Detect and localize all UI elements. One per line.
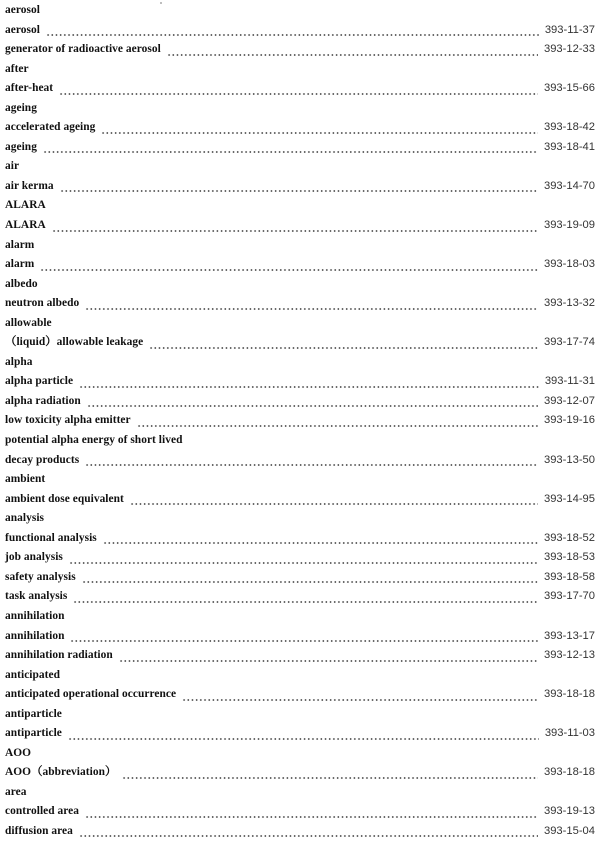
entry-reference: 393-18-41	[543, 140, 595, 153]
entry-term: alpha particle	[5, 375, 74, 388]
entry-term: controlled area	[5, 805, 80, 818]
index-entry	[5, 392, 595, 412]
index-entry	[5, 372, 595, 392]
dot-leader	[79, 372, 539, 392]
entry-reference: 393-14-70	[543, 179, 595, 192]
entry-reference: 393-18-18	[543, 766, 595, 779]
dot-leader	[69, 548, 538, 568]
index-entry	[5, 40, 595, 60]
index-entry	[5, 411, 595, 431]
index-heading	[5, 705, 595, 725]
entry-reference: 393-15-04	[543, 824, 595, 837]
entry-reference: 393-19-16	[543, 414, 595, 427]
index-entry	[5, 724, 595, 744]
entry-reference: 393-17-70	[543, 590, 595, 603]
entry-reference: 393-19-09	[543, 219, 595, 232]
dot-leader	[130, 490, 538, 510]
index-entry	[5, 568, 595, 588]
heading-text: ambient	[5, 473, 46, 486]
index-heading	[5, 744, 595, 764]
entry-term: safety analysis	[5, 570, 76, 583]
entry-reference: 393-15-66	[543, 82, 595, 95]
heading-text: air	[5, 160, 20, 173]
entry-reference: 393-12-33	[543, 43, 595, 56]
index-heading	[5, 431, 595, 451]
index-entry	[5, 21, 595, 41]
index-entry	[5, 529, 595, 549]
index-entry	[5, 685, 595, 705]
heading-text: annihilation	[5, 609, 65, 622]
index-list	[5, 1, 595, 842]
entry-reference: 393-18-53	[543, 551, 595, 564]
entry-reference: 393-14-95	[543, 492, 595, 505]
dot-leader	[43, 138, 538, 158]
heading-text: anticipated	[5, 668, 60, 681]
index-entry	[5, 216, 595, 236]
entry-reference: 393-13-50	[543, 453, 595, 466]
entry-reference: 393-11-37	[544, 23, 595, 36]
index-heading	[5, 1, 595, 21]
entry-term: air kerma	[5, 179, 54, 192]
entry-term: task analysis	[5, 590, 68, 603]
index-heading	[5, 314, 595, 334]
entry-reference: 393-18-58	[543, 570, 595, 583]
entry-term: antiparticle	[5, 727, 62, 740]
dot-leader	[87, 392, 538, 412]
dot-leader	[103, 529, 538, 549]
entry-term: ageing	[5, 140, 37, 153]
index-heading	[5, 783, 595, 803]
heading-text: ageing	[5, 101, 37, 114]
entry-term: annihilation	[5, 629, 65, 642]
heading-text: albedo	[5, 277, 38, 290]
heading-text: alarm	[5, 238, 35, 251]
index-heading	[5, 275, 595, 295]
index-heading	[5, 509, 595, 529]
dot-leader	[68, 724, 539, 744]
index-heading	[5, 60, 595, 80]
entry-term: （liquid）allowable leakage	[5, 336, 144, 349]
index-entry	[5, 490, 595, 510]
dot-leader	[167, 40, 538, 60]
entry-reference: 393-12-13	[543, 649, 595, 662]
entry-term: diffusion area	[5, 824, 73, 837]
entry-term: ambient dose equivalent	[5, 492, 124, 505]
dot-leader	[122, 763, 538, 783]
dot-leader	[85, 294, 538, 314]
dot-leader	[149, 333, 538, 353]
dot-leader	[182, 685, 538, 705]
index-entry	[5, 79, 595, 99]
index-heading	[5, 470, 595, 490]
entry-term: anticipated operational occurrence	[5, 688, 177, 701]
dot-leader	[59, 79, 538, 99]
entry-term: accelerated ageing	[5, 121, 96, 134]
index-entry	[5, 646, 595, 666]
entry-reference: 393-19-13	[543, 805, 595, 818]
entry-reference: 393-18-52	[543, 531, 595, 544]
entry-reference: 393-18-42	[543, 121, 595, 134]
index-heading	[5, 157, 595, 177]
dot-leader	[73, 587, 538, 607]
index-heading	[5, 666, 595, 686]
dot-leader	[137, 411, 538, 431]
entry-term: alarm	[5, 258, 35, 271]
heading-text: area	[5, 785, 27, 798]
index-heading	[5, 196, 595, 216]
dot-leader	[70, 627, 538, 647]
index-entry	[5, 118, 595, 138]
entry-term: after-heat	[5, 82, 54, 95]
index-entry	[5, 177, 595, 197]
dot-leader	[101, 118, 538, 138]
heading-text: aerosol	[5, 4, 40, 16]
entry-reference: 393-18-18	[543, 688, 595, 701]
index-entry	[5, 587, 595, 607]
entry-term: generator of radioactive aerosol	[5, 43, 161, 56]
entry-reference: 393-17-74	[543, 336, 595, 349]
heading-text: analysis	[5, 512, 45, 525]
heading-text: potential alpha energy of short lived	[5, 434, 183, 447]
dot-leader	[40, 255, 538, 275]
index-heading	[5, 236, 595, 256]
entry-term: annihilation radiation	[5, 649, 113, 662]
index-entry	[5, 802, 595, 822]
dot-leader	[46, 21, 539, 41]
dot-leader	[79, 822, 538, 842]
entry-reference: 393-11-31	[544, 375, 595, 388]
entry-term: AOO（abbreviation）	[5, 766, 117, 779]
index-entry	[5, 333, 595, 353]
entry-reference: 393-11-03	[544, 727, 595, 740]
entry-term: ALARA	[5, 219, 46, 232]
index-entry	[5, 763, 595, 783]
index-entry	[5, 627, 595, 647]
index-entry	[5, 822, 595, 842]
heading-text: antiparticle	[5, 707, 62, 720]
index-entry	[5, 255, 595, 275]
dot-leader	[119, 646, 538, 666]
entry-reference: 393-18-03	[543, 258, 595, 271]
entry-term: job analysis	[5, 551, 63, 564]
dot-leader	[82, 568, 538, 588]
entry-reference: 393-12-07	[543, 394, 595, 407]
entry-term: functional analysis	[5, 531, 97, 544]
index-heading	[5, 607, 595, 627]
heading-text: alpha	[5, 355, 33, 368]
index-entry	[5, 548, 595, 568]
index-entry	[5, 138, 595, 158]
entry-term: neutron albedo	[5, 297, 80, 310]
index-entry	[5, 451, 595, 471]
heading-text: ALARA	[5, 199, 46, 212]
entry-term: low toxicity alpha emitter	[5, 414, 131, 427]
dot-leader	[85, 451, 538, 471]
heading-text: AOO	[5, 746, 32, 759]
index-heading	[5, 353, 595, 373]
dot-leader	[60, 177, 538, 197]
dot-leader	[85, 802, 538, 822]
heading-text: allowable	[5, 316, 52, 329]
entry-term: aerosol	[5, 23, 40, 36]
entry-reference: 393-13-32	[543, 297, 595, 310]
entry-term: decay products	[5, 453, 80, 466]
index-heading	[5, 99, 595, 119]
index-entry	[5, 294, 595, 314]
heading-text: after	[5, 62, 29, 75]
entry-term: alpha radiation	[5, 394, 81, 407]
entry-reference: 393-13-17	[543, 629, 595, 642]
dot-leader	[52, 216, 538, 236]
